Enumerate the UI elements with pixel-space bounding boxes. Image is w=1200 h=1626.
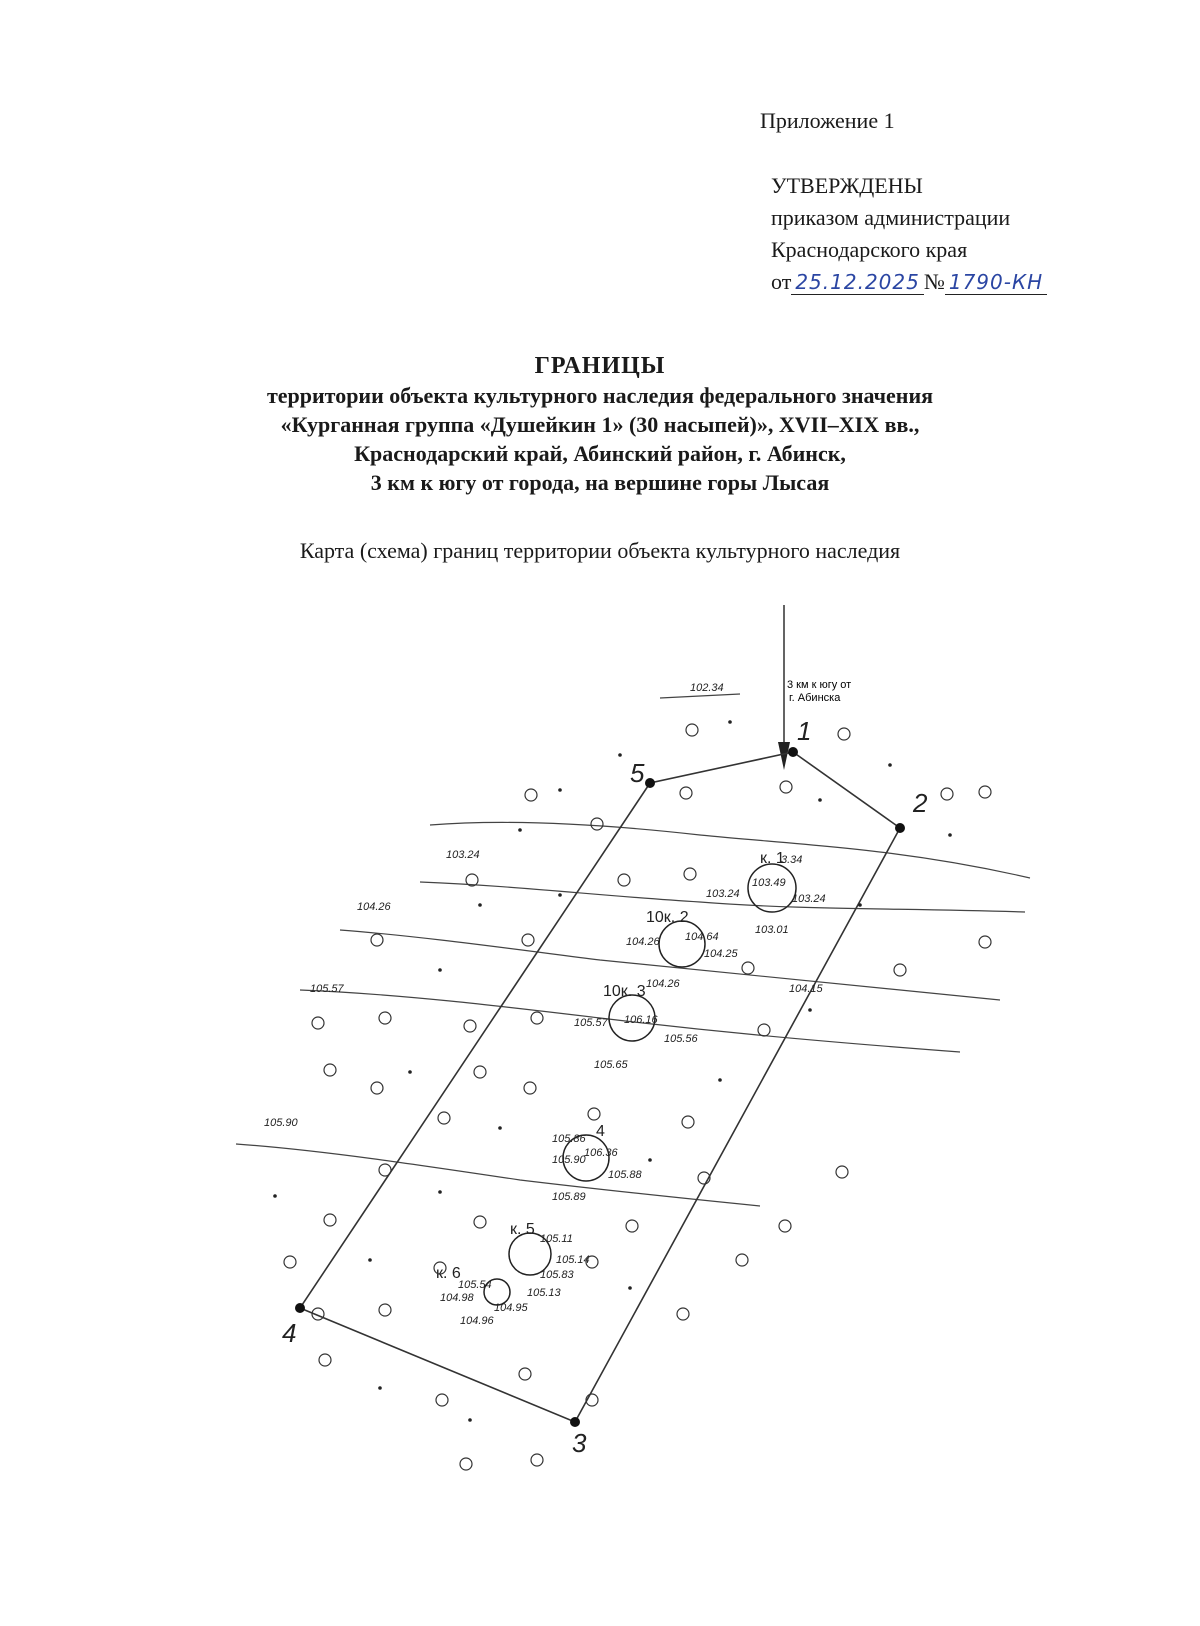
tree-marker: [531, 1454, 543, 1466]
tree-marker: [474, 1066, 486, 1078]
point-marker: [648, 1158, 652, 1162]
tree-marker: [460, 1458, 472, 1470]
point-marker: [558, 788, 562, 792]
elevation-mark: 104.26: [646, 978, 680, 990]
point-marker: [818, 798, 822, 802]
title-line-3: Краснодарский край, Абинский район, г. Абинск,: [354, 441, 846, 466]
point-marker: [558, 893, 562, 897]
point-marker: [408, 1070, 412, 1074]
vertex-label-2: 2: [913, 788, 928, 818]
contour-line: [660, 694, 740, 698]
approved-title: УТВЕРЖДЕНЫ: [771, 173, 923, 198]
elevation-mark: 104.26: [626, 936, 660, 948]
vertex-label-1: 1: [797, 716, 812, 746]
point-marker: [438, 1190, 442, 1194]
tree-marker: [979, 936, 991, 948]
kurgan-mounds: [484, 864, 796, 1305]
tree-marker: [519, 1368, 531, 1380]
elevation-mark: 102.34: [690, 682, 724, 694]
tree-marker: [682, 1116, 694, 1128]
point-marker: [368, 1258, 372, 1262]
elevation-mark: 103.49: [752, 877, 786, 889]
boundary-vertex: [645, 778, 655, 788]
tree-marker: [680, 787, 692, 799]
elevation-mark: 105.54: [458, 1279, 492, 1291]
boundary-vertex: [570, 1417, 580, 1427]
elevation-mark: 105.56: [664, 1033, 698, 1045]
tree-marker: [324, 1214, 336, 1226]
vertex-label-3: 3: [572, 1428, 587, 1458]
kurgan-label: 4: [596, 1123, 605, 1140]
tree-marker: [626, 1220, 638, 1232]
elevation-mark: 103.24: [792, 893, 826, 905]
tree-marker: [464, 1020, 476, 1032]
appendix-label: Приложение 1: [760, 108, 895, 133]
tree-marker: [371, 1082, 383, 1094]
tree-marker: [941, 788, 953, 800]
map-caption: Карта (схема) границ территории объекта культурного наследия: [299, 538, 901, 563]
elevation-mark: 103.24: [706, 888, 740, 900]
tree-marker: [779, 1220, 791, 1232]
point-marker: [948, 833, 952, 837]
tree-marker: [284, 1256, 296, 1268]
tree-marker: [312, 1017, 324, 1029]
elevation-mark: 105.88: [608, 1169, 642, 1181]
elevation-mark: 105.83: [540, 1269, 574, 1281]
title-line-1: территории объекта культурного наследия федерального значения: [266, 383, 934, 408]
point-marker: [728, 720, 732, 724]
tree-marker: [379, 1304, 391, 1316]
north-note-line-2: г. Абинска: [789, 692, 841, 704]
elevation-mark: 104.15: [789, 983, 823, 995]
point-marker: [438, 968, 442, 972]
point-marker: [628, 1286, 632, 1290]
point-marker: [273, 1194, 277, 1198]
territory-boundary: [300, 752, 900, 1422]
elevation-mark: 104.95: [494, 1302, 528, 1314]
elevation-mark: 106.16: [624, 1014, 658, 1026]
approved-line-1: приказом администрации: [771, 205, 1011, 230]
boundary-vertices: [295, 747, 905, 1427]
tree-marker: [838, 728, 850, 740]
tree-marker: [780, 781, 792, 793]
tree-marker: [894, 964, 906, 976]
elevation-mark: 103.01: [755, 924, 789, 936]
point-marker: [478, 903, 482, 907]
tree-marker: [371, 934, 383, 946]
tree-marker: [758, 1024, 770, 1036]
tree-marker: [677, 1308, 689, 1320]
tree-marker: [591, 818, 603, 830]
tree-marker: [618, 874, 630, 886]
handwritten-date: 25.12.2025: [791, 270, 924, 295]
north-arrow-head: [778, 742, 790, 770]
elevation-mark: 105.14: [556, 1254, 590, 1266]
point-markers: [273, 720, 952, 1422]
elevation-mark: 105.57: [310, 983, 344, 995]
tree-marker: [379, 1164, 391, 1176]
elevation-mark: 105.90: [552, 1154, 586, 1166]
date-prefix: от: [771, 269, 792, 294]
elevation-mark: 103.24: [446, 849, 480, 861]
contour-line: [236, 1144, 760, 1206]
vertex-label-4: 4: [282, 1318, 297, 1348]
point-marker: [888, 763, 892, 767]
tree-markers: [284, 724, 991, 1470]
tree-marker: [742, 962, 754, 974]
kurgan-label: к. 5: [510, 1221, 535, 1238]
number-prefix: №: [923, 269, 945, 294]
tree-marker: [438, 1112, 450, 1124]
tree-marker: [524, 1082, 536, 1094]
point-marker: [498, 1126, 502, 1130]
kurgan-mound: [659, 921, 705, 967]
handwritten-number: 1790-КН: [945, 270, 1047, 295]
elevation-mark: 105.65: [594, 1059, 628, 1071]
boundary-vertex: [295, 1303, 305, 1313]
tree-marker: [436, 1394, 448, 1406]
title-line-2: «Курганная группа «Душейкин 1» (30 насыпей)», XVII–XIX вв.,: [280, 412, 920, 437]
elevation-mark: 105.89: [552, 1191, 586, 1203]
elevation-mark: 3.34: [781, 854, 803, 866]
elevation-mark: 104.25: [704, 948, 738, 960]
elevation-mark: 105.13: [527, 1287, 561, 1299]
point-marker: [858, 903, 862, 907]
title-main: ГРАНИЦЫ: [534, 353, 666, 379]
tree-marker: [319, 1354, 331, 1366]
elevation-mark: 104.96: [460, 1315, 494, 1327]
kurgan-label: 10к. 2: [646, 909, 689, 926]
tree-marker: [474, 1216, 486, 1228]
tree-marker: [979, 786, 991, 798]
north-note-line-1: 3 км к югу от: [787, 679, 852, 691]
elevation-mark: 106.36: [584, 1147, 618, 1159]
kurgan-label: к. 6: [436, 1265, 461, 1282]
tree-marker: [836, 1166, 848, 1178]
tree-marker: [525, 789, 537, 801]
elevation-mark: 105.57: [574, 1017, 608, 1029]
tree-marker: [588, 1108, 600, 1120]
tree-marker: [324, 1064, 336, 1076]
kurgan-label: к. 1: [760, 850, 785, 867]
elevation-mark: 105.11: [540, 1233, 573, 1245]
title-line-4: 3 км к югу от города, на вершине горы Лысая: [370, 470, 830, 495]
boundary-vertex: [788, 747, 798, 757]
point-marker: [468, 1418, 472, 1422]
tree-marker: [379, 1012, 391, 1024]
elevation-mark: 105.90: [264, 1117, 298, 1129]
elevation-mark: 104.98: [440, 1292, 474, 1304]
kurgan-label: 10к. 3: [603, 983, 646, 1000]
tree-marker: [522, 934, 534, 946]
elevation-mark: 104.26: [357, 901, 391, 913]
approved-line-2: Краснодарского края: [771, 237, 968, 262]
tree-marker: [736, 1254, 748, 1266]
point-marker: [618, 753, 622, 757]
elevation-mark: 105.86: [552, 1133, 586, 1145]
point-marker: [808, 1008, 812, 1012]
point-marker: [518, 828, 522, 832]
tree-marker: [531, 1012, 543, 1024]
boundary-vertex: [895, 823, 905, 833]
elevation-mark: 104.64: [685, 931, 719, 943]
point-marker: [378, 1386, 382, 1390]
vertex-label-5: 5: [630, 758, 645, 788]
tree-marker: [686, 724, 698, 736]
tree-marker: [684, 868, 696, 880]
point-marker: [718, 1078, 722, 1082]
